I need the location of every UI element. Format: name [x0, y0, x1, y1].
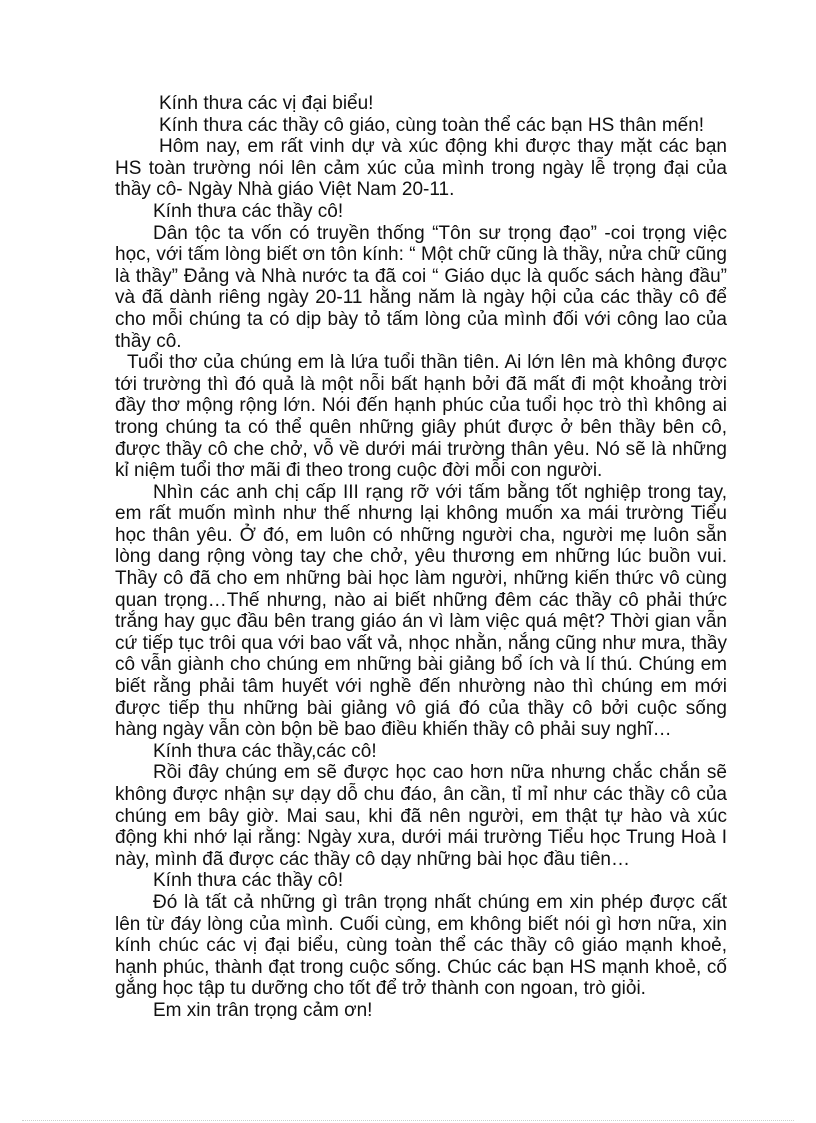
paragraph-tradition: Dân tộc ta vốn có truyền thống “Tôn sư trọng đạo” -coi trọng việc học, với tấm lòng biết ơn tôn kính: “ Một chữ cũng là thầy, nửa chữ cũng là thầy” Đảng và Nhà nước ta đã coi “ Giáo dục là quốc sách hàng đầu” và đã dành riêng ngày 20-11 hằng năm là ngày hội của các thầy cô để cho mỗi chúng ta có dịp bày tỏ tấm lòng của mình đối với công lao của thầy cô.	[115, 222, 727, 352]
paragraph-closing-wishes: Đó là tất cả những gì trân trọng nhất chúng em xin phép được cất lên từ đáy lòng của mình. Cuối cùng, em không biết nói gì hơn nữa, xin kính chúc các vị đại biểu, cùng toàn thể các thầy cô giáo mạnh khoẻ, hạnh phúc, thành đạt trong cuộc sống. Chúc các bạn HS mạnh khoẻ, cố gắng học tập tu dưỡng cho tốt để trở thành con ngoan, trò giỏi.	[115, 891, 727, 1000]
greeting-teachers: Kính thưa các thầy cô!	[153, 200, 344, 222]
paragraph-childhood: Tuổi thơ của chúng em là lứa tuổi thần tiên. Ai lớn lên mà không được tới trường thì đó quả là một nỗi bất hạnh bởi đã mất đi một khoảng trời đầy thơ mộng rộng lớn. Nói đến hạnh phúc của tuổi học trò thì không ai trong chúng ta có thể quên những giây phút được ở bên thầy bên cô, được thầy cô che chở, vỗ về dưới mái trường thân yêu. Nó sẽ là những kỉ niệm tuổi thơ mãi đi theo trong cuộc đời mỗi con người.	[115, 352, 727, 482]
paragraph-gratitude: Nhìn các anh chị cấp III rạng rỡ với tấm bằng tốt nghiệp trong tay, em rất muốn mình như thế nhưng lại không muốn xa mái trường Tiểu học thân yêu. Ở đó, em luôn có những người cha, người mẹ luôn sẵn lòng dang rộng vòng tay che chở, yêu thương em những lúc buồn vui. Thầy cô đã cho em những bài học làm người, những kiến thức vô cùng quan trọng…Thế nhưng, nào ai biết những đêm các thầy cô phải thức trắng hay gục đầu bên trang giáo án vì làm việc quá mệt? Thời gian vẫn cứ tiếp tục trôi qua với bao vất vả, nhọc nhằn, nắng cũng như mưa, thầy cô vẫn giành cho chúng em những bài giảng bổ ích và lí thú. Chúng em biết rằng phải tâm huyết với nghề đến nhường nào thì chúng em mới được tiếp thu những bài giảng vô giá đó của thầy cô bởi cuộc sống hàng ngày vẫn còn bộn bề bao điều khiến thầy cô phải suy nghĩ…	[115, 481, 727, 741]
paragraph-future: Rồi đây chúng em sẽ được học cao hơn nữa nhưng chắc chắn sẽ không được nhận sự dạy dỗ chu đáo, ân cần, tỉ mỉ như các thầy cô của chúng em bây giờ. Mai sau, khi đã nên người, em thật tự hào và xúc động khi nhớ lại rằng: Ngày xưa, dưới mái trường Tiểu học Trung Hoà I này, mình đã được các thầy cô dạy những bài học đầu tiên…	[115, 762, 727, 870]
greeting-teachers-2: Kính thưa các thầy,các cô!	[153, 740, 377, 762]
speech-text	[115, 93, 727, 1022]
greeting-teachers-students: Kính thưa các thầy cô giáo, cùng toàn thể các bạn HS thân mến!	[159, 114, 705, 136]
greeting-teachers-3: Kính thưa các thầy cô!	[153, 870, 344, 892]
closing-thanks: Em xin trân trọng cảm ơn!	[153, 999, 373, 1021]
paragraph-introduction: Hôm nay, em rất vinh dự và xúc động khi được thay mặt các bạn HS toàn trường nói lên cảm xúc của mình trong ngày lễ trọng đại của thầy cô- Ngày Nhà giáo Việt Nam 20-11.	[115, 136, 727, 201]
page-bottom-divider	[22, 1120, 794, 1121]
greeting-delegates: Kính thưa các vị đại biểu!	[159, 93, 374, 114]
